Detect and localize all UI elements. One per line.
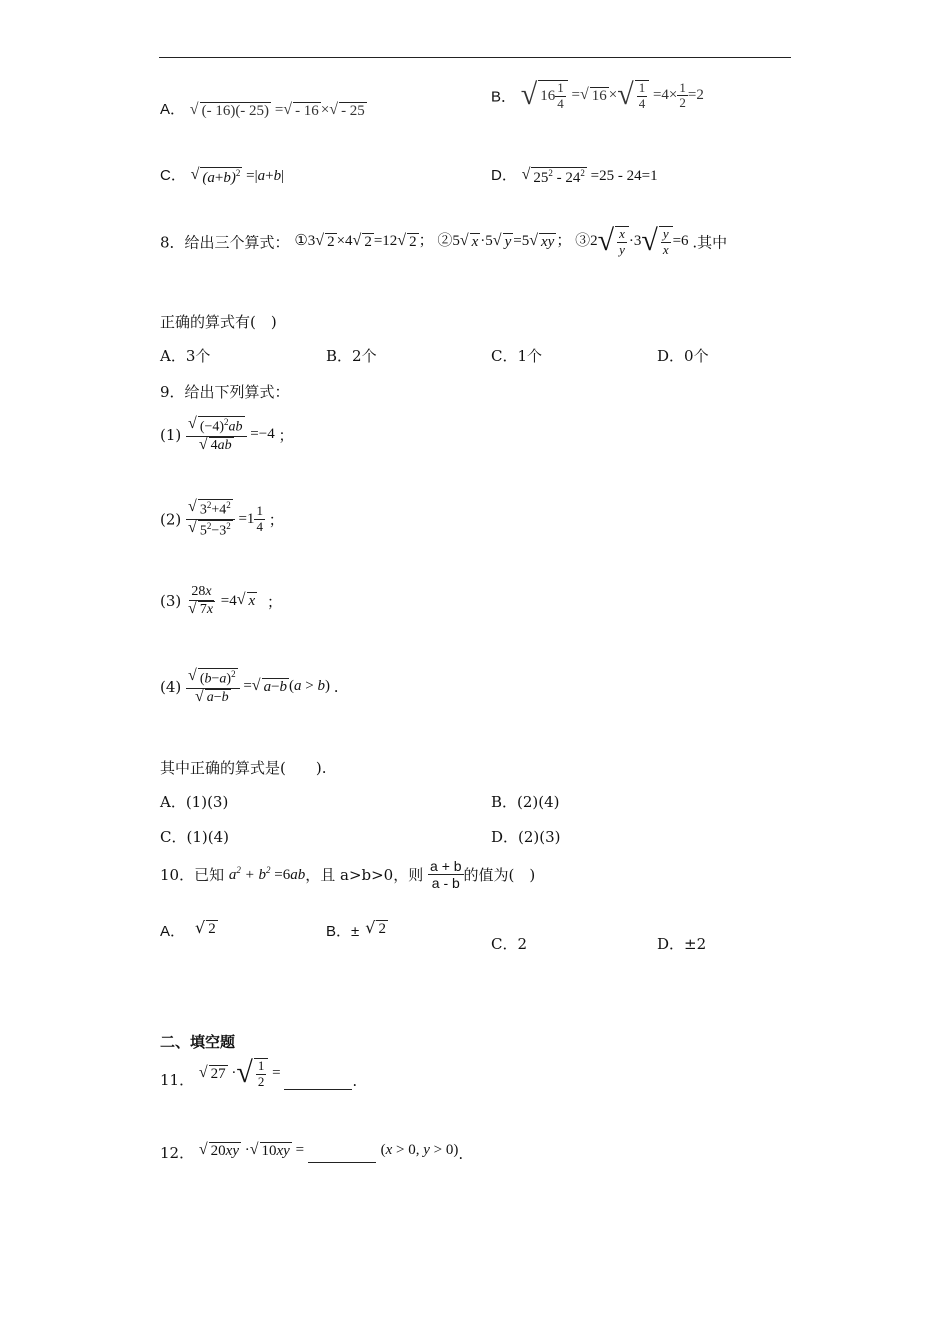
q7-option-c: C． √ $(a+b)^2$ =|a+b| — [160, 165, 285, 186]
header-rule — [159, 57, 791, 58]
q10-option-c: C．2 — [491, 935, 528, 953]
q7-option-a: A． √ (- 16)(- 25) = √ - 16 × √ - 25 — [160, 100, 365, 119]
q10-stem: 10．已知 $a^2 + b^2 =6ab$，且 a>b>0，则 $\frac{a + b}{a - b}$ 的值为( ) — [160, 858, 536, 892]
q9-stem: 9．给出下列算式： — [160, 383, 290, 401]
q10-option-b: B．± √ 2 — [326, 918, 386, 940]
q12: 12． √ 20xy · √ 10xy = (x > 0, y > 0). — [160, 1141, 464, 1163]
q8-stem: 8．给出三个算式： ①3 √ 2 ×4 √ 2 =12 √ 2 ； ②5 √ x ·5 √ y =5 √ xy ； ③2 √ $\frac{x}{y}$ ·3 √ $\frac{y}{x}$ =6 .其中 — [160, 224, 728, 257]
q7-option-d: D． √ $25^2 - 24^2$ =25 - 24=1 — [491, 165, 658, 186]
q10-option-d: D．±2 — [657, 935, 707, 953]
q9-option-b: B．(2)(4) — [491, 793, 560, 811]
q9-item-3: (3) 28x √ 7x =4 √ x ； — [160, 584, 282, 618]
q7-option-b: B． √ 16 $\frac{1}{4}$ = √ 16 × √ $\frac{1}{4}$ =4× $\frac{1}{2}$ =2 — [491, 78, 704, 111]
q12-answer-blank[interactable] — [308, 1162, 376, 1163]
q9-question: 其中正确的算式是( ). — [160, 759, 327, 777]
q9-item-2: (2) √ $3^2+4^2$ √ $5^2-3^2$ =1 $\frac{1}{4}$ ； — [160, 498, 284, 539]
section-title: 二、填空题 — [160, 1033, 236, 1051]
q9-item-4: (4) √ $(b-a)^2$ √ a−b = √ a−b (a > b) . — [160, 667, 339, 705]
q8-option-b: B．2个 — [326, 347, 377, 365]
q9-item-1: (1) √ $(-4)^2ab$ √ 4ab =−4 ； — [160, 415, 294, 453]
q9-option-c: C．(1)(4) — [160, 828, 229, 846]
q10-option-a: A． √ 2 — [160, 918, 216, 940]
q11-answer-blank[interactable] — [284, 1089, 352, 1090]
q8-option-c: C．1个 — [491, 347, 543, 365]
q8-option-a: A．3个 — [160, 347, 211, 365]
q11: 11． √ 27 · √ $\frac{1}{2}$ = . — [160, 1056, 358, 1090]
q9-option-a: A．(1)(3) — [160, 793, 229, 811]
q9-option-d: D．(2)(3) — [491, 828, 561, 846]
q8-option-d: D．0个 — [657, 347, 709, 365]
q8-stem-line2: 正确的算式有( ) — [160, 313, 277, 331]
